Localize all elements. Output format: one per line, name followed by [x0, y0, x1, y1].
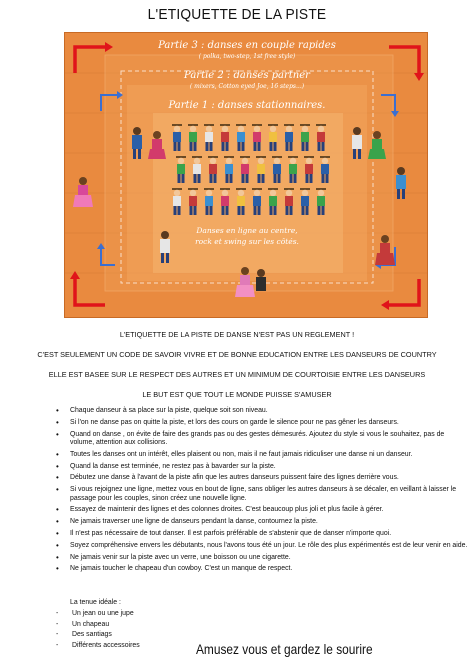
- page-title: L'ETIQUETTE DE LA PISTE: [147, 6, 327, 23]
- attire-list: [56, 609, 140, 652]
- rule-item: • Si vous rejoignez une ligne, mettez vous en bout de ligne, sans obliger les autres danseurs à se décaler, en veillant à laisser le passage pour les couples, sinon créez une nouvelle ligne.: [48, 486, 468, 503]
- rule-item: • Essayez de maintenir des lignes et des colonnes droites. C'est beaucoup plus joli et plus facile à gérer.: [48, 506, 468, 514]
- attire-item: - Un jean ou une jupe: [56, 609, 140, 620]
- rule-item: • Ne jamais traverser une ligne de danseurs pendant la danse, contournez la piste.: [48, 518, 468, 526]
- rule-item: • Quand on danse , on évite de faire des grands pas ou des gestes démesurés. Ajoutez du style si vous le souhaitez, pas de volume, attention aux collisions.: [48, 431, 468, 448]
- attire-item: - Différents accessoires: [56, 641, 140, 652]
- part2-title: Partie 2 : danses partner: [184, 70, 310, 81]
- rule-item: • Toutes les danses ont un intérêt, elles plaisent ou non, mais il ne faut jamais ridiculiser une danse ni un danseur.: [48, 451, 468, 459]
- attire-item: - Un chapeau: [56, 620, 140, 631]
- intro-line-1: L'ETIQUETTE DE LA PISTE DE DANSE N'EST PAS UN REGLEMENT !: [119, 330, 355, 339]
- dance-floor-diagram: [64, 32, 428, 318]
- intro-line-4: LE BUT EST QUE TOUT LE MONDE PUISSE S'AMUSER: [142, 390, 332, 399]
- center-note-line2: rock et swing sur les côtés.: [195, 237, 299, 246]
- part1-title: Partie 1 : danses stationnaires.: [168, 100, 326, 111]
- rule-item: • Ne jamais venir sur la piste avec un verre, une boisson ou une cigarette.: [48, 554, 468, 562]
- attire-label: La tenue idéale :: [70, 599, 121, 606]
- dance-floor-illustration: [65, 33, 428, 318]
- rule-item: • Chaque danseur à sa place sur la piste, quelque soit son niveau.: [48, 407, 468, 415]
- part3-title: Partie 3 : danses en couple rapides: [158, 40, 336, 51]
- rule-item: • Quand la danse est terminée, ne restez pas à bavarder sur la piste.: [48, 463, 468, 471]
- rule-item: • Si l'on ne danse pas on quitte la piste, et lors des cours on garde le silence pour ne pas gêner les danseurs.: [48, 419, 468, 427]
- intro-line-3: ELLE EST BASEE SUR LE RESPECT DES AUTRES ET UN MINIMUM DE COURTOISIE ENTRE LES DANSEURS: [48, 370, 426, 379]
- rule-item: • Débutez une danse à l'avant de la piste afin que les autres danseurs puissent faire des lignes derrière vous.: [48, 474, 468, 482]
- part3-subtitle: ( polka, two-step, 1st free style): [198, 53, 296, 60]
- rule-item: • Soyez compréhensive envers les débutants, nous l'avons tous été un jour. Le rôle des plus expérimentés est de leur venir en aide.: [48, 542, 468, 550]
- attire-item: - Des santiags: [56, 630, 140, 641]
- center-note-line1: Danses en ligne au centre,: [196, 226, 298, 235]
- part2-subtitle: ( mixers, Cotton eyed Joe, 16 steps...): [189, 83, 305, 90]
- rule-item: • Ne jamais toucher le chapeau d'un cowboy. C'est un manque de respect.: [48, 565, 468, 573]
- intro-line-2: C'EST SEULEMENT UN CODE DE SAVOIR VIVRE ET DE BONNE EDUCATION ENTRE LES DANSEURS DE COUNTRY: [37, 350, 437, 359]
- rules-list: [48, 407, 468, 577]
- rule-item: • Il n'est pas nécessaire de tout danser. Il est parfois préférable de s'abstenir que de danser n'importe quoi.: [48, 530, 468, 538]
- closing-line: Amusez vous et gardez le sourire: [196, 641, 373, 657]
